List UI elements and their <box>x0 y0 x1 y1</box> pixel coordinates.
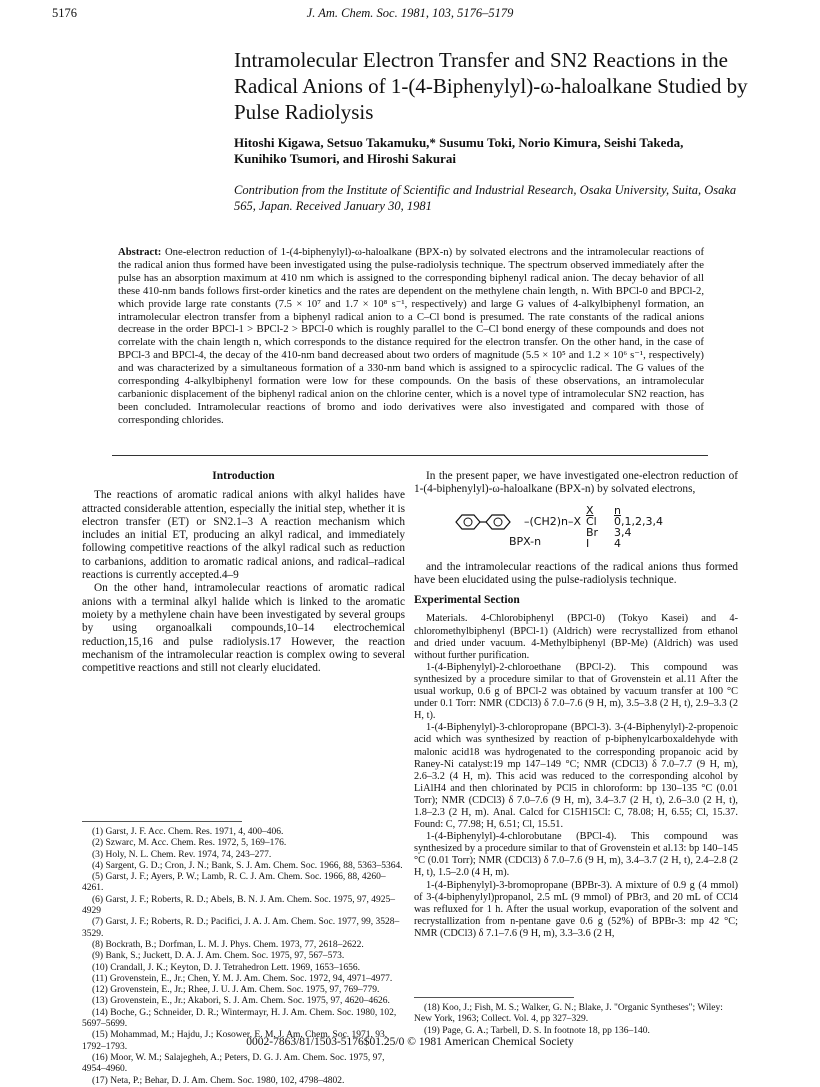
reference-item: (2) Szwarc, M. Acc. Chem. Res. 1972, 5, 169–176. <box>92 838 287 849</box>
article-title: Intramolecular Electron Transfer and SN2 Reactions in the Radical Anions of 1-(4-Biphenylyl)-ω-haloalkane Studied by Pulse Radiolysis <box>234 48 748 124</box>
col-x-header: X <box>586 503 594 517</box>
row-n: 4 <box>614 536 621 550</box>
reference-item: (15) Mohammad, M.; Hajdu, J.; Kosower, E. M. J. Am. Chem. Soc. 1971, 93, 1792–1793. <box>82 1030 388 1052</box>
reference-item: (7) Garst, J. F.; Roberts, R. D.; Pacifici, J. A. J. Am. Chem. Soc. 1977, 99, 3528–3529. <box>82 917 400 939</box>
author-list: Hitoshi Kigawa, Setsuo Takamuku,* Susumu Toki, Norio Kimura, Seishi Takeda, Kunihiko Tsumori, and Hiroshi Sakurai <box>234 135 684 166</box>
section-heading-introduction: Introduction <box>212 470 275 482</box>
reference-item: (12) Grovenstein, E., Jr.; Rhee, J. U. J. Am. Chem. Soc. 1975, 97, 769–779. <box>92 985 380 996</box>
reference-item: (4) Sargent, G. D.; Cron, J. N.; Bank, S. J. Am. Chem. Soc. 1966, 88, 5363–5364. <box>92 860 403 871</box>
row-n: 3,4 <box>614 525 632 539</box>
affiliation: Contribution from the Institute of Scientific and Industrial Research, Osaka University, Suita, Osaka 565, Japan. Received January 30, 1981 <box>234 183 737 213</box>
right-intro-paragraph: In the present paper, we have investigated one-electron reduction of 1-(4-biphenylyl)-ω-haloalkane (BPX-n) by solvated electrons, <box>414 470 738 496</box>
reference-item: (8) Bockrath, B.; Dorfman, L. M. J. Phys. Chem. 1973, 77, 2618–2622. <box>92 939 364 950</box>
row-x: I <box>586 536 590 550</box>
reference-item: (18) Koo, J.; Fish, M. S.; Walker, G. N.; Blake, J. "Organic Syntheses"; Wiley: New York, 1963; Collect. Vol. 4, pp 327–329. <box>414 1003 723 1025</box>
page-number: 5176 <box>52 6 77 20</box>
page-footer: 0002-7863/81/1503-5176$01.25/0 © 1981 American Chemical Society <box>246 1036 574 1048</box>
materials-paragraph: Materials. 4-Chlorobiphenyl (BPCl-0) (Tokyo Kasei) and 4-chloromethylbiphenyl (BPCl-1) (Aldrich) were recrystallized from ethanol and dried under vacuum. 4-Methylbiphenyl (BP-Me) (Aldrich) was used without further purification. <box>414 613 738 661</box>
section-heading-experimental: Experimental Section <box>414 594 520 607</box>
biphenyl-structure-icon <box>452 513 522 531</box>
intro-paragraph-2: On the other hand, intramolecular reactions of aromatic radical anions with a terminal alkyl halide which is linked to the aromatic moiety by a methylene chain have been investigated by several groups by using organoalkali compounds,10–14 electrochemical reduction,15,16 and pulse radiolysis.17 However, the reaction mechanism of the intramolecular reaction is complex owing to several competitive reactions and still not clearly elucidated. <box>82 582 405 675</box>
left-column <box>82 470 405 675</box>
substituent-table <box>586 505 663 549</box>
reference-item: (6) Garst, J. F.; Roberts, R. D.; Abels, B. N. J. Am. Chem. Soc. 1975, 97, 4925–4929 <box>82 894 395 917</box>
abstract-divider <box>112 455 708 456</box>
chemical-structure <box>414 505 738 551</box>
reference-item: (5) Garst, J. F.; Ayers, P. W.; Lamb, R. C. J. Am. Chem. Soc. 1966, 88, 4260–4261. <box>82 872 386 894</box>
reference-item: (17) Neta, P.; Behar, D. J. Am. Chem. Soc. 1980, 102, 4798–4802. <box>92 1075 345 1086</box>
reference-item: (3) Holy, N. L. Chem. Rev. 1974, 74, 243–277. <box>92 849 272 860</box>
reference-item: (13) Grovenstein, E., Jr.; Akabori, S. J. Am. Chem. Soc. 1975, 97, 4620–4626. <box>92 996 390 1007</box>
intro-paragraph-1: The reactions of aromatic radical anions with alkyl halides have attracted considerable attention, especially the initial step, whether it is electron transfer (ET) or SN2.1–3 A reaction mechanism which includes an initial ET, producing an alkyl radical, and immediately following competitive reactions of the alkyl radical such as reduction to carbanions, addition to aromatic radical anions, and radical–radical reactions is currently accepted.4–9 <box>82 489 405 582</box>
reference-item: (10) Crandall, J. K.; Keyton, D. J. Tetrahedron Lett. 1969, 1653–1656. <box>92 962 361 973</box>
reference-item: (19) Page, G. A.; Tarbell, D. S. In footnote 18, pp 136–140. <box>424 1025 650 1036</box>
reference-item: (1) Garst, J. F. Acc. Chem. Res. 1971, 4, 400–406. <box>92 827 284 837</box>
structure-formula: –(CH2)n–X <box>524 514 582 528</box>
chloropropane-paragraph: 1-(4-Biphenylyl)-3-chloropropane (BPCl-3). 3-(4-Biphenylyl)-2-propenoic acid which was synthesized by reaction of p-biphenylcarboxaldehyde with malonic acid18 was hydrogenated to the corresponding propanoic acid by Raney-Ni catalyst:19 mp 147–149 °C; NMR (CDCl3) δ 7.0–7.7 (9 H, m), 2.6–3.2 (4 H, m). This acid was reduced to the corresponding alcohol by LiAlH4 and then chlorinated by PCl5 in chloroform: bp 130–135 °C (0.01 Torr); NMR (CDCl3) δ 7.0–7.6 (9 H, m), 3.4–3.7 (2 H, t), 2.6–3.0 (2 H, t), 1.8–2.3 (2 H, m). Anal. Calcd for C15H15Cl: C, 78.08; H, 6.55; Cl, 15.37. Found: C, 77.98; H, 6.51; Cl, 15.51. <box>414 722 738 831</box>
chlorobutane-paragraph: 1-(4-Biphenylyl)-4-chlorobutane (BPCl-4). This compound was synthesized by a procedure similar to that of Grovenstein et al.13: bp 140–145 °C (0.01 Torr); NMR (CDCl3) δ 7.0–7.6 (9 H, m), 3.4–3.7 (2 H, t), 2.4–2.8 (2 H, t), 1.5–2.0 (4 H, m). <box>414 831 738 879</box>
row-x: Br <box>586 525 599 539</box>
reference-item: (14) Boche, G.; Schneider, D. R.; Wintermayr, H. J. Am. Chem. Soc. 1980, 102, 5697–5699. <box>82 1007 397 1030</box>
reference-item: (16) Moor, W. M.; Salajegheh, A.; Peters, D. G. J. Am. Chem. Soc. 1975, 97, 4954–4960. <box>82 1052 385 1075</box>
running-header <box>52 6 768 24</box>
references-right <box>414 997 738 1037</box>
right-paragraph-2: and the intramolecular reactions of the radical anions thus formed have been elucidated using the pulse-radiolysis technique. <box>414 560 738 586</box>
reference-item: (9) Bank, S.; Juckett, D. A. J. Am. Chem. Soc. 1975, 97, 567–573. <box>92 951 345 962</box>
col-n-header: n <box>614 503 621 517</box>
reference-item: (11) Grovenstein, E., Jr.; Chen, Y. M. J. Am. Chem. Soc. 1972, 94, 4971–4977. <box>92 973 393 984</box>
structure-label: BPX-n <box>509 534 542 548</box>
journal-citation: J. Am. Chem. Soc. 1981, 103, 5176–5179 <box>306 6 514 20</box>
abstract-text: One-electron reduction of 1-(4-biphenylyl)-ω-haloalkane (BPX-n) by solvated electrons and the intramolecular reactions of the radical anion thus formed have been investigated using the pulse-radiolysis technique. The spectrum observed immediately after the pulse has an absorption maximum at 410 nm which is assigned to the corresponding biphenyl radical anion. The decay behavior of all these 410-nm bands follows first-order kinetics and the rates are dependent on the methylene chain length, n. With BPCl-0 and BPCl-2, which provide large rate constants (7.5 × 10⁷ and 1.7 × 10⁸ s⁻¹, respectively) and large G values of 4-alkylbiphenyl formation, an intramolecular electron transfer from a biphenyl radical anion to a C–Cl bond is presumed. The rate constants of the radical anions decrease in the order BPCl-1 > BPCl-2 > BPCl-0 which is roughly parallel to the C–Cl bond energy of these compounds and does not correlate with the chain length n, which corresponds to the distance required for the electron transfer. On the other hand, in the case of BPCl-3 and BPCl-4, the decay of the 410-nm band decreased about two orders of magnitude (5.5 × 10⁵ and 1.2 × 10⁶ s⁻¹, respectively) and was characterized by a simultaneous formation of a 330-nm band which is assigned to a spirocyclic radical. The G values of the corresponding 4-alkylbiphenyl formation were low for these compounds. On the basis of these observations, an intramolecular carbanionic displacement of the biphenyl radical anion on the chlorine center, which is a novel type of intramolecular SN2 reaction, has been concluded. Intramolecular reactions of bromo and iodo derivatives were also investigated and compared with those of corresponding chlorides. <box>118 246 705 426</box>
row-x: Cl <box>586 514 597 528</box>
abstract <box>118 246 704 427</box>
footnote-divider <box>82 821 242 822</box>
row-n: 0,1,2,3,4 <box>614 514 663 528</box>
footnote-divider <box>414 997 574 998</box>
bromopropane-paragraph: 1-(4-Biphenylyl)-3-bromopropane (BPBr-3). A mixture of 0.9 g (4 mmol) of 3-(4-biphenylyl)propanol, 2.5 mL (9 mmol) of PBr3, and 20 mL of CCl4 was refluxed for 1 h. After the usual workup, evaporation of the solvent and recrystallization from n-pentane gave 0.6 g (52%) of BPBr-3: mp 42 °C; NMR (CDCl3) δ 7.1–7.6 (9 H, m), 3.3–3.6 (2 H, <box>414 879 738 939</box>
right-column <box>414 470 738 940</box>
abstract-label: Abstract: <box>118 246 162 258</box>
chloroethane-paragraph: 1-(4-Biphenylyl)-2-chloroethane (BPCl-2). This compound was synthesized by a procedure similar to that of Grovenstein et al.11 After the usual workup, 0.6 g of BPCl-2 was obtained by vacuum transfer at 100 °C under 0.1 Torr: NMR (CDCl3) δ 7.0–7.6 (9 H, m), 3.5–3.8 (2 H, t), 2.9–3.3 (2 H, t). <box>414 661 738 722</box>
